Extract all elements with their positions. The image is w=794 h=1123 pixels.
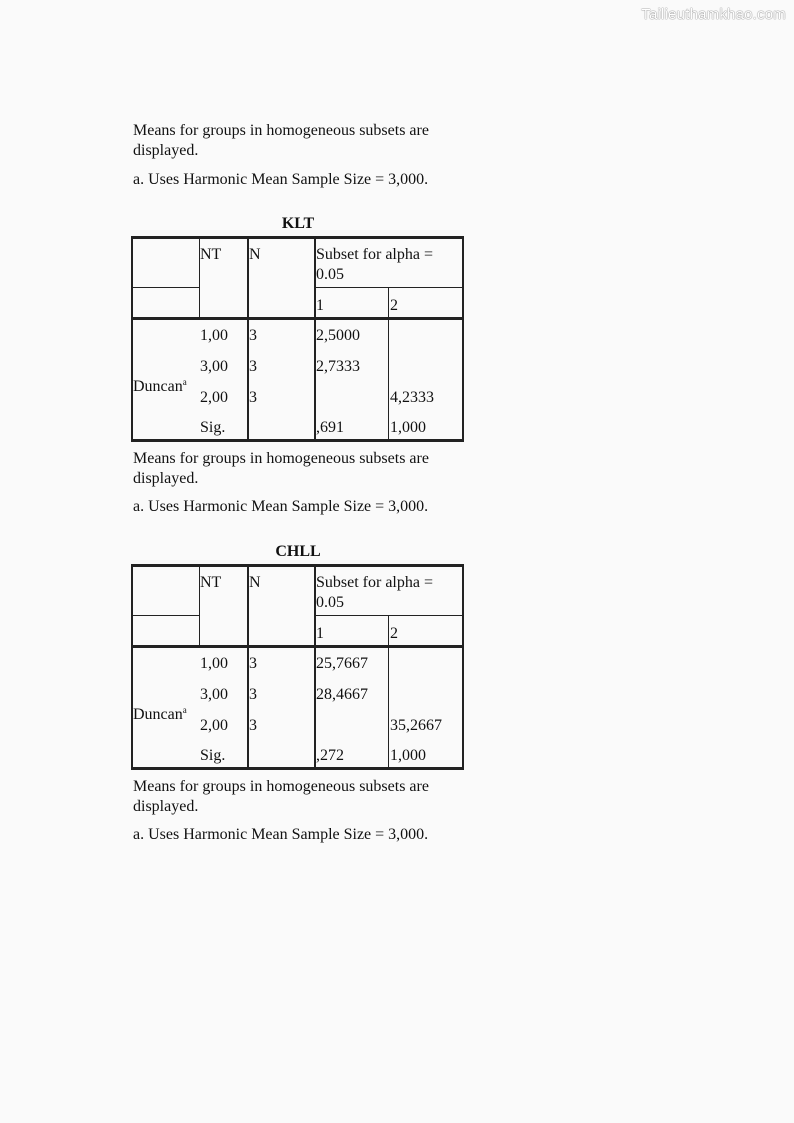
harmonic-note-klt: a. Uses Harmonic Mean Sample Size = 3,000. (133, 498, 429, 515)
harmonic-note-chll: a. Uses Harmonic Mean Sample Size = 3,000. (133, 826, 429, 843)
harmonic-note: a. Uses Harmonic Mean Sample Size = 3,000. (133, 171, 429, 188)
header-nt: NT (200, 574, 222, 591)
header-subset-2: 2 (390, 625, 398, 642)
header-nt: NT (200, 246, 222, 263)
duncan-table-klt: NT N Subset for alpha = 0.05 1 2 Duncan$^a$ 1,00 3 2,5000 3,00 3 2,7333 2,00 3 4,2333 Sig. ,691 1,000 (131, 236, 464, 441)
means-note (133, 121, 473, 161)
means-note-line1: Means for groups in homogeneous subsets are (133, 122, 429, 139)
means-note-line2: displayed. (133, 142, 199, 159)
means-note-chll: Means for groups in homogeneous subsets are displayed. (133, 778, 429, 815)
header-subset-line2: 0.05 (316, 594, 344, 611)
method-label: Duncan$^a$ (133, 377, 187, 395)
watermark: Tailieuthamkhao.com (641, 6, 786, 23)
header-subset-line2: 0.05 (316, 266, 344, 283)
header-n: N (249, 574, 261, 591)
header-subset-1: 1 (316, 625, 324, 642)
means-note-klt: Means for groups in homogeneous subsets are displayed. (133, 450, 429, 487)
table-title-klt: KLT (281, 215, 315, 232)
header-n: N (249, 246, 261, 263)
duncan-table-chll: NT N Subset for alpha = 0.05 1 2 Duncan$^a$ 1,00 3 25,7667 3,00 3 28,4667 2,00 3 35,2667 Sig. ,272 1,000 (131, 564, 464, 769)
header-subset-line1: Subset for alpha = (316, 574, 433, 591)
header-subset-line1: Subset for alpha = (316, 246, 433, 263)
header-subset-2: 2 (390, 297, 398, 314)
table-title-chll: CHLL (275, 543, 321, 560)
header-subset-1: 1 (316, 297, 324, 314)
method-label: Duncan$^a$ (133, 705, 187, 723)
